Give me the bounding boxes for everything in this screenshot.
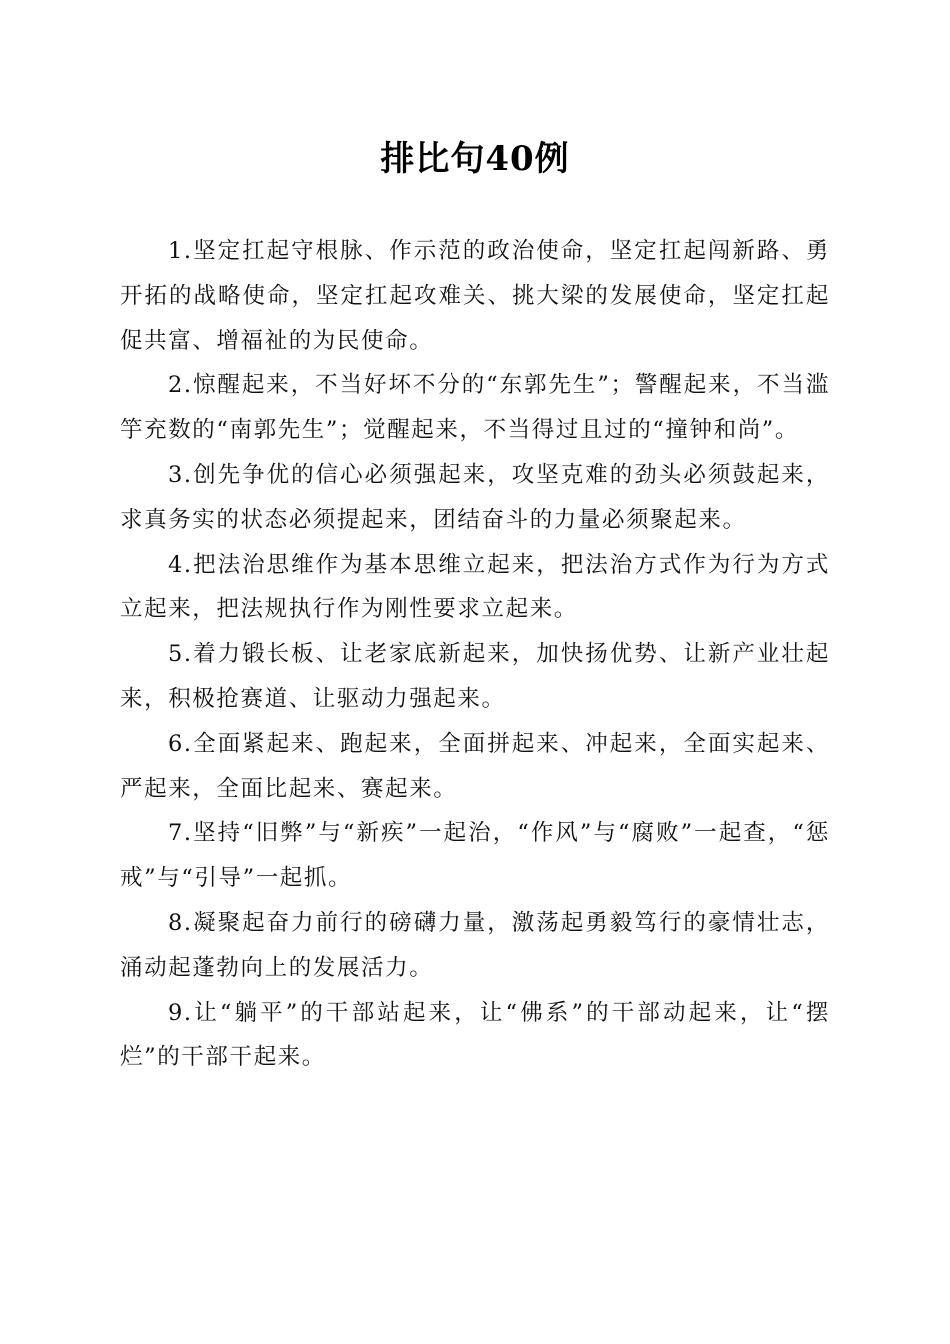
document-title: 排比句40例 (380, 139, 570, 179)
paragraph-9: 9.让“躺平”的干部站起来，让“佛系”的干部动起来，让“摆烂”的干部干起来。 (120, 999, 830, 1071)
paragraph-3: 3.创先争优的信心必须强起来，攻坚克难的劲头必须鼓起来，求真务实的状态必须提起来，团结奋斗的力量必须聚起来。 (120, 461, 830, 533)
paragraph-1: 1.坚定扛起守根脉、作示范的政治使命，坚定扛起闯新路、勇开拓的战略使命，坚定扛起攻难关、挑大梁的发展使命，坚定扛起促共富、增福祉的为民使命。 (120, 238, 830, 354)
paragraph-2: 2.惊醒起来，不当好坏不分的“东郭先生”；警醒起来，不当滥竽充数的“南郭先生”；觉醒起来，不当得过且过的“撞钟和尚”。 (120, 372, 830, 444)
paragraph-4: 4.把法治思维作为基本思维立起来，把法治方式作为行为方式立起来，把法规执行作为刚性要求立起来。 (120, 551, 830, 623)
paragraph-5: 5.着力锻长板、让老家底新起来，加快扬优势、让新产业壮起来，积极抢赛道、让驱动力强起来。 (120, 641, 830, 712)
document-body (120, 229, 830, 1080)
paragraph-7: 7.坚持“旧弊”与“新疾”一起治，“作风”与“腐败”一起查，“惩戒”与“引导”一起抓。 (120, 820, 830, 892)
paragraph-6: 6.全面紧起来、跑起来，全面拼起来、冲起来，全面实起来、严起来，全面比起来、赛起来。 (120, 730, 830, 802)
paragraph-8: 8.凝聚起奋力前行的磅礴力量，激荡起勇毅笃行的豪情壮志，涌动起蓬勃向上的发展活力。 (120, 909, 830, 981)
